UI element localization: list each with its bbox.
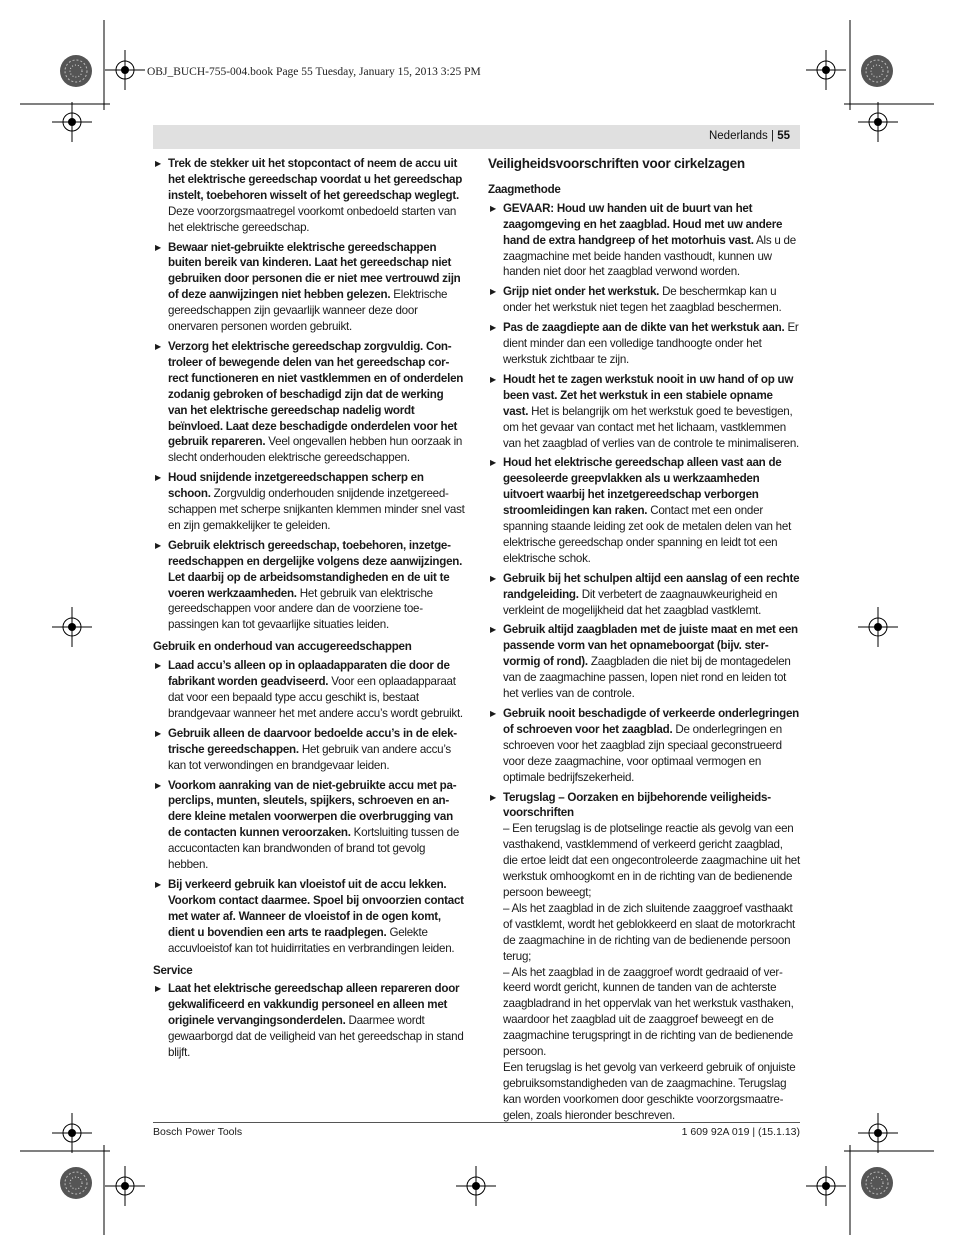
item-text: De beschermkap kan u onder het werkstuk niet tegen het zaagblad beschermen. — [503, 285, 782, 315]
registration-target-icon — [456, 1166, 496, 1206]
item-bold: Houd snijdende inzetgereedschappen scherp en schoon. — [168, 471, 424, 501]
list-item — [488, 571, 800, 619]
header-label — [709, 130, 790, 142]
item-text: Daarmee wordt gewaarborgd dat de veiligheid van het gereedschap in stand blijft. — [168, 1014, 464, 1060]
section-heading: Zaagmethode — [488, 182, 561, 196]
item-text: Kortsluiting tussen de accucontacten kan brandwonden of brand tot gevolg hebben. — [168, 826, 460, 872]
registration-target-icon — [52, 1113, 92, 1153]
item-bold: Voorkom aanraking van de niet-gebruikte accu met paperclips, munten, sleutels, spijkers, schroeven en andere kleine metalen voorwerpen die overbrugging van de contacten kunnen veroorzaken. — [168, 778, 457, 840]
item-bold: Bewaar niet-gebruikte elektrische gereedschappen buiten bereik van kinderen. Laat het gereedschap niet gebruiken door personen die er niet mee vertrouwd zijn of deze aanwijzingen niet hebben gelezen. — [168, 240, 461, 302]
item-text: Het gebruik van elektrische gereedschappen voor andere dan de voorziene toepassingen kan tot gevaarlijke situaties leiden. — [168, 586, 433, 632]
registration-target-icon — [858, 1113, 898, 1153]
paragraph: Een terugslag is het gevolg van verkeerd gebruik of onjuiste gebruiksomstandigheden van de zaagmachine. Terugslag kan worden voorkomen door geschikte voorzorgsmaatregelen, zoals hieronder beschreven. — [503, 1060, 796, 1122]
item-text: Elektrische gereedschappen zijn gevaarlijk wanneer deze door onervaren personen worden gebruikt. — [168, 288, 448, 334]
registration-target-icon — [105, 1166, 145, 1206]
list-item — [153, 240, 465, 335]
item-bold: Bij verkeerd gebruik kan vloeistof uit de accu lekken. Voorkom contact daarmee. Spoel bij onvoorzien contact met water af. Wanneer de vloeistof in de ogen komt, dient u bovendien een arts te raadplegen. — [168, 877, 464, 939]
registration-target-icon — [806, 50, 846, 90]
footer-left: Bosch Power Tools — [153, 1126, 243, 1138]
list-item — [153, 339, 465, 466]
header-separator: | — [767, 130, 778, 142]
list-item — [153, 538, 465, 633]
list-item — [488, 320, 800, 368]
item-bold: Laat het elektrische gereedschap alleen repareren door gekwalificeerd en vakkundig personeel en alleen met originele vervangingsonderdelen. — [168, 982, 460, 1028]
registration-target-icon — [858, 607, 898, 647]
item-bold: Terugslag – Oorzaken en bijbehorende veiligheidsvoorschriften — [503, 790, 772, 820]
print-slug: OBJ_BUCH-755-004.book Page 55 Tuesday, January 15, 2013 3:25 PM — [147, 66, 481, 78]
list-item — [153, 156, 465, 236]
color-wheel-icon — [59, 54, 93, 88]
registration-target-icon — [105, 50, 145, 90]
registration-target-icon — [52, 102, 92, 142]
list-item — [488, 372, 800, 452]
item-bold: Grijp niet onder het werkstuk. — [503, 285, 660, 299]
section-title: Veiligheidsvoorschriften voor cirkelzagen — [488, 156, 745, 171]
item-bold: Houd het elektrische gereedschap alleen vast aan de geesoleerde greepvlakken als u werkzaamheden uitvoert waarbij het inzetgereedschap verborgen stroomleidingen kan raken. — [503, 456, 782, 518]
list-item — [153, 470, 465, 534]
list-item — [153, 981, 465, 1061]
item-text: Als u de zaagmachine met beide handen vasthoudt, kunnen uw handen niet door het zaagblad verwond worden. — [503, 233, 796, 279]
item-bold: Verzorg het elektrische gereedschap zorgvuldig. Controleer of bewegende delen van het gereedschap correct functioneren en niet vastklemmen en of onderdelen zodanig gebroken of beschadigd zijn dat de werking van het elektrische gereedschap nadelig wordt beïnvloed. Laat deze beschadigde onderdelen voor het gebruik repareren. — [168, 339, 464, 449]
color-wheel-icon — [860, 54, 894, 88]
item-bold: Gebruik bij het schulpen altijd een aanslag of een rechte randgeleiding. — [503, 571, 800, 601]
section-heading: Gebruik en onderhoud van accugereedschappen — [153, 640, 412, 654]
item-text: Contact met een onder spanning staande leiding zet ook de metalen delen van het elektrische gereedschap onder spanning en leidt tot een elektrische schok. — [503, 504, 792, 565]
list-item — [488, 455, 800, 566]
item-text: Gelekte accuvloeistof kan tot huidirritaties en verbrandingen leiden. — [168, 925, 455, 955]
item-text: Zaagbladen die niet bij de montagedelen van de zaagmachine passen, lopen niet rond en leiden tot het verlies van de controle. — [503, 655, 791, 701]
item-text: De onderlegringen en schroeven voor het zaagblad zijn speciaal geconstrueerd voor deze zaagmachine, voor optimaal vermogen en optimale bedrijfszekerheid. — [503, 722, 782, 784]
item-text: Veel ongevallen hebben hun oorzaak in slecht onderhouden elektrische gereedschappen. — [168, 435, 463, 465]
item-text: Voor een oplaadapparaat dat voor een bepaald type accu geschikt is, bestaat brandgevaar wanneer het met andere accu’s wordt gebruikt. — [168, 675, 463, 720]
item-bold: GEVAAR: Houd uw handen uit de buurt van het zaagomgeving en het zaagblad. Houd met uw andere hand de extra handgreep of het motorhuis vast. — [503, 201, 783, 247]
item-text: Er dient minder dan een volledige tandhoogte onder het werkstuk zichtbaar te zijn. — [503, 321, 799, 366]
list-item — [488, 201, 800, 281]
item-bold: Laad accu’s alleen op in oplaadapparaten die door de fabrikant worden geadviseerd. — [168, 659, 450, 689]
item-text: Deze voorzorgsmaatregel voorkomt onbedoeld starten van het elektrische gereedschap. — [168, 204, 457, 234]
item-bold: Pas de zaagdiepte aan de dikte van het werkstuk aan. — [503, 321, 785, 335]
header-language: Nederlands — [708, 130, 768, 142]
list-item — [488, 790, 800, 822]
section-heading: Service — [153, 963, 193, 977]
left-column — [153, 156, 465, 1065]
item-bold: Trek de stekker uit het stopcontact of neem de accu uit het elektrische gereedschap voordat u het gereedschap instelt, toebehoren wisselt of het gereedschap weglegt. — [168, 157, 463, 202]
footer-divider — [153, 1122, 800, 1123]
registration-target-icon — [858, 102, 898, 142]
registration-target-icon — [806, 1166, 846, 1206]
color-wheel-icon — [59, 1166, 93, 1200]
paragraph: – Als het zaagblad in de zaaggroef wordt gedraaid of verkeerd wordt gericht, kunnen de tanden van de achterste zaagbladrand in het oppervlak van het werkstuk vasthaken, waardoor het zaagblad uit de zaaggroef beweegt en de zaagmachine terugspringt in de richting van de bedienende persoon. — [503, 965, 794, 1059]
right-column — [488, 156, 800, 1124]
item-text: Dit verbetert de zaagnauwkeurigheid en verkleint de mogelijkheid dat het zaagblad vastklemt. — [503, 587, 778, 617]
footer-right: 1 609 92A 019 | (15.1.13) — [681, 1126, 800, 1138]
paragraph: – Als het zaagblad in de zich sluitende zaaggroef vasthaakt of vastklemt, wordt het geblokkeerd en slaat de motorkracht de zaagmachine in de richting van de bedienende persoon terug; — [503, 901, 795, 963]
item-text: Het is belangrijk om het werkstuk goed te bevestigen, om het gevaar van contact met het lichaam, vastklemmen van het zaagblad of verlies van de controle te minimaliseren. — [503, 404, 800, 450]
item-text: Het gebruik van andere accu’s kan tot verwondingen en brandgevaar leiden. — [168, 742, 451, 772]
list-item — [153, 778, 465, 873]
item-bold: Gebruik elektrisch gereedschap, toebehoren, inzetgereedschappen en dergelijke volgens deze aanwijzingen. Let daarbij op de arbeidsomstandigheden en de uit te voeren werkzaamheden. — [168, 538, 463, 600]
page-header — [153, 125, 800, 149]
item-bold: Gebruik altijd zaagbladen met de juiste maat en met een passende vorm van het opnameboorgat (bijv. stervormig of rond). — [503, 623, 798, 669]
item-text: Zorgvuldig onderhouden snijdende inzetgereedschappen met scherpe snijkanten klemmen minder snel vast en zijn gemakkelijker te geleiden. — [168, 487, 465, 532]
list-item — [488, 622, 800, 702]
item-bold: Gebruik nooit beschadigde of verkeerde onderlegringen of schroeven voor het zaagblad. — [503, 707, 799, 736]
list-item — [153, 726, 465, 774]
registration-target-icon — [52, 607, 92, 647]
page-number: 55 — [777, 130, 790, 142]
list-item — [153, 658, 465, 722]
paragraph: – Een terugslag is de plotselinge reactie als gevolg van een vasthakend, vastklemmend of verkeerd gericht zaagblad, die ertoe leidt dat een ongecontroleerde zaagmachine uit het werkstuk omhoogkomt en in de richting van de bedienende persoon beweegt; — [503, 822, 800, 899]
list-item — [488, 284, 800, 316]
color-wheel-icon — [860, 1166, 894, 1200]
item-bold: Houdt het te zagen werkstuk nooit in uw hand of op uw been vast. Zet het werkstuk in een stabiele opname vast. — [503, 372, 794, 418]
item-bold: Gebruik alleen de daarvoor bedoelde accu’s in de elektrische gereedschappen. — [168, 726, 458, 756]
list-item — [488, 706, 800, 786]
list-item — [153, 877, 465, 957]
